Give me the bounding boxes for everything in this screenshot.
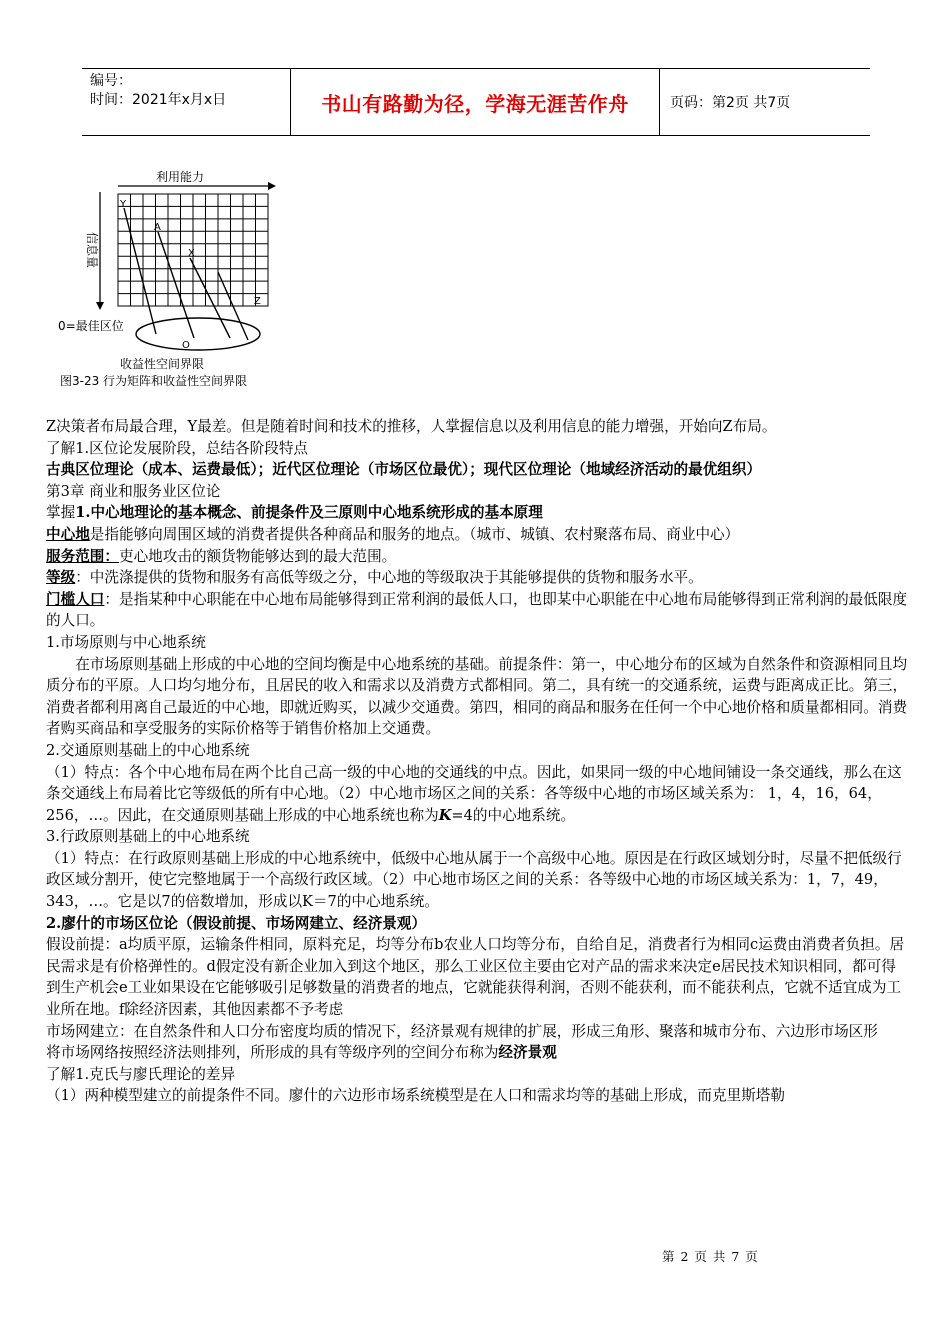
paragraph: 假设前提：a均质平原，运输条件相同，原料充足，均等分布b农业人口均等分布，自给自足，消费者行为相同c运费由消费者负担。居民需求是有价格弹性的。d假定没有新企业加入到这个地区，那么工业区位主要由它对产品的需求来决定e居民技术知识相同，都可得到生产机会e工业如果设在它能够吸引足够数量的消费者的地点，它就能获得利润，否则不能获利，而不能获利点，它就不适宜成为工业所在地。f除经济因素，其他因素都不予考虑 [46, 936, 905, 1019]
paragraph [46, 762, 908, 827]
header-left-cell [82, 69, 290, 135]
text-span-k: K [438, 806, 452, 824]
time-label: 时间：2021年x月x日 [90, 92, 227, 108]
mark-y: Y [120, 199, 127, 210]
paragraph-bold: 古典区位理论（成本、运费最低）；近代区位理论（市场区位最优）；现代区位理论（地域经济活动的最优组织） [46, 461, 762, 479]
capability-label: 利用能力 [156, 170, 205, 184]
definition-grade [46, 567, 908, 589]
boundary-label: 收益性空间界限 [120, 357, 205, 371]
profitability-boundary [136, 318, 260, 350]
behavior-matrix-figure [52, 162, 372, 394]
page-footer: 第 2 页 共 7 页 [662, 1249, 759, 1264]
definition: ：中洗涤提供的货物和服务有高低等级之分，中心地的等级取决于其能够提供的货物和服务水平。 [75, 569, 703, 587]
section-heading: 3.行政原则基础上的中心地系统 [46, 828, 250, 846]
paragraph: （1）特点：在行政原则基础上形成的中心地系统中，低级中心地从属于一个高级中心地。原因是在行政区域划分时，尽量不把低级行政区域分割开，使它完整地属于一个高级行政区域。（2）中心地市场区之间的关系：各等级中心地的市场区域关系为：1，7，49，343，…。它是以7的倍数增加，形成以K＝7的中心地系统。 [46, 849, 902, 911]
mark-o: O [182, 340, 190, 351]
definition-threshold-population [46, 589, 908, 632]
definition-central-place [46, 524, 908, 546]
section-heading-bold: 2.廖什的市场区位论（假设前提、市场网建立、经济景观） [46, 914, 427, 932]
information-arrowhead [96, 302, 104, 310]
definition-service-range [46, 546, 908, 568]
paragraph [46, 502, 908, 524]
chapter-heading: 第3章 商业和服务业区位论 [46, 482, 221, 500]
term: 中心地 [46, 525, 90, 543]
figure-caption: 图3-23 行为矩阵和收益性空间界限 [60, 374, 248, 388]
paragraph [46, 1042, 908, 1064]
information-label: 信息量 [85, 232, 99, 269]
term: 服务范围： [46, 547, 119, 565]
text-span-bold: 1.中心地理论的基本概念、前提条件及三原则中心地系统形成的基本原理 [75, 504, 543, 522]
text-span: =4的中心地系统。 [451, 806, 576, 824]
paragraph: 在市场原则基础上形成的中心地的空间均衡是中心地系统的基础。前提条件：第一，中心地分布的区域为自然条件和资源相同且均质分布的平原。人口均匀地分布，且居民的收入和需求以及消费方式都相同。第二，具有统一的交通系统，运费与距离成正比。第三，消费者都利用离自己最近的中心地，即就近购买，以减少交通费。第四，相同的商品和服务在任何一个中心地价格和质量都相同。消费者购买商品和享受服务的实际价格等于销售价格加上交通费。 [46, 655, 908, 738]
text-span: 将市场网络按照经济法则排列，所形成的具有等级序列的空间分布称为 [46, 1044, 499, 1062]
term: 门槛人口 [46, 590, 105, 608]
number-label: 编号： [90, 73, 132, 89]
capability-arrowhead [268, 182, 276, 190]
definition: 吏心地攻击的额货物能够达到的最大范围。 [118, 547, 397, 565]
mark-x: X [188, 248, 195, 259]
origin-label: 0=最佳区位 [58, 319, 124, 333]
mark-a: A [154, 222, 161, 233]
paragraph: Z决策者布局最合理，Y最差。但是随着时间和技术的推移，人掌握信息以及利用信息的能力增强，开始向Z布局。 [46, 418, 777, 435]
text-span-bold: 经济景观 [498, 1044, 557, 1062]
document-body [46, 416, 908, 1107]
paragraph: 了解1.克氏与廖氏理论的差异 [46, 1065, 236, 1083]
definition: ：是指某种中心职能在中心地布局能够得到正常利润的最低人口，也即某中心职能在中心地布局能够得到正常利润的最低限度的人口。 [46, 590, 908, 630]
term: 等级 [46, 569, 76, 587]
paragraph: 了解1.区位论发展阶段，总结各阶段特点 [46, 439, 309, 457]
page-info: 页码：第2页 共7页 [670, 95, 791, 111]
definition: 是指能够向周围区域的消费者提供各种商品和服务的地点。（城市、城镇、农村聚落布局、商业中心） [89, 525, 740, 543]
section-heading: 1.市场原则与中心地系统 [46, 633, 206, 651]
motto: 书山有路勤为径，学海无涯苦作舟 [290, 69, 660, 135]
paragraph: 市场网建立：在自然条件和人口分布密度均质的情况下，经济景观有规律的扩展，形成三角形、聚落和城市分布、六边形市场区形 [46, 1022, 878, 1040]
section-heading: 2.交通原则基础上的中心地系统 [46, 741, 250, 759]
text-span: 掌握 [46, 504, 76, 522]
paragraph: （1）两种模型建立的前提条件不同。廖什的六边形市场系统模型是在人口和需求均等的基础上形成，而克里斯塔勒 [46, 1087, 785, 1105]
mark-z: Z [254, 296, 261, 307]
text-span: （1）特点：各个中心地布局在两个比自己高一级的中心地的交通线的中点。因此，如果同一级的中心地间铺设一条交通线，那么在这条交通线上布局着比它等级低的所有中心地。（2）中心地市场区之间的关系：各等级中心地的市场区域关系为： 1，4，16，64，256，…。因此，在交通原则基础上形成的中心地系统也称为 [46, 763, 902, 824]
page-header [82, 68, 870, 136]
